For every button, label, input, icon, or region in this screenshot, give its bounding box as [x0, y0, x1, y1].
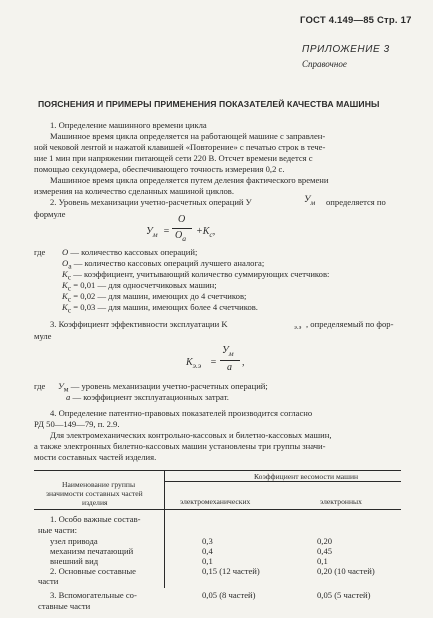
table-row-label: 2. Основные составные	[50, 566, 136, 576]
text-line: определяется по	[326, 197, 386, 207]
table-cell: 0,05 (8 частей)	[202, 590, 256, 600]
definition: $O_a$ — количество кассовых операций лучшего аналога;	[62, 258, 265, 271]
table-row-label: 3. Вспомогательные со-	[50, 590, 137, 600]
table-row-label: ные части:	[38, 525, 78, 535]
text-line: ние 1 мин при напряжении питающей сети 220 В. Отсчет времени ведется с	[34, 153, 313, 163]
table-row-label: 1. Особо важные состав-	[50, 514, 141, 524]
text-line: РД 50—149—79, п. 2.9.	[34, 419, 120, 429]
formula-num: $У_м$	[222, 345, 234, 358]
table-top-rule	[34, 470, 401, 471]
text-line: мости составных частей изделия.	[34, 452, 157, 462]
formula-eq: =	[163, 226, 170, 237]
text-line: , определяемый по фор-	[306, 319, 394, 329]
formula-lhs: $У_м$	[146, 226, 158, 239]
formula-den: $O_a$	[175, 230, 187, 243]
formula-den: a	[227, 362, 232, 373]
text-line: 4. Определение патентно-правовых показателей производится согласно	[50, 408, 313, 418]
text-line: 1. Определение машинного времени цикла	[50, 120, 207, 130]
table-row-label: части	[38, 576, 59, 586]
table-header-group: Коэффициент весомости машин	[254, 472, 359, 481]
table-cell: 0,45	[317, 546, 333, 556]
definition: $K_c$ — коэффициент, учитывающий количество суммирующих счетчиков:	[62, 269, 330, 282]
fraction-bar	[172, 228, 192, 229]
page-header: ГОСТ 4.149—85 Стр. 17	[300, 15, 412, 26]
text-line: формуле	[34, 209, 66, 219]
table-subhead-rule	[165, 481, 401, 482]
table-cell: 0,4	[202, 546, 213, 556]
table-header-left: Наименование группы	[62, 480, 136, 489]
definition: $У_м$ — уровень механизации учетно-расчетных операций;	[58, 381, 268, 394]
text-line: помощью секундомера, обеспечивающего точность измерения 0,2 с.	[34, 164, 285, 174]
symbol: $У_м$	[304, 195, 316, 207]
table-cell: 0,1	[317, 556, 328, 566]
definition: $K_c = 0,02$ — для машин, имеющих до 4 счетчиков;	[62, 291, 247, 304]
table-cell: 0,15 (12 частей)	[202, 566, 260, 576]
table-header-left: изделия	[82, 498, 108, 507]
table-cell: 0,1	[202, 556, 213, 566]
table-head-rule	[34, 509, 401, 510]
definition: O — количество кассовых операций;	[62, 247, 198, 257]
definition: $K_c = 0,01$ — для односчетчиковых машин;	[62, 280, 217, 293]
table-cell: 0,05 (5 частей)	[317, 590, 371, 600]
table-cell: 0,3	[202, 536, 213, 546]
table-row-label: узел привода	[50, 536, 98, 546]
text-line: Машинное время цикла определяется на работающей машине с заправлен-	[50, 131, 326, 141]
formula-end: ,	[242, 357, 245, 368]
text-line: 2. Уровень механизации учетно-расчетных операций У	[50, 197, 252, 207]
appendix-subtitle: Справочное	[302, 59, 347, 69]
symbol-sub: э.э	[294, 324, 302, 331]
formula-eq: =	[210, 357, 217, 368]
definition: a — коэффициент эксплуатационных затрат.	[66, 392, 229, 402]
table-row-label: механизм печатающий	[50, 546, 134, 556]
fraction-bar	[220, 360, 240, 361]
definition: $K_c = 0,03$ — для машин, имеющих более 4 счетчиков.	[62, 302, 258, 315]
text-line: 3. Коэффициент эффективности эксплуатации K	[50, 319, 228, 329]
text-line: а также электронных билетно-кассовых машин установлены три группы значи-	[34, 441, 326, 451]
def-lead: где	[34, 247, 46, 257]
formula-num: O	[178, 214, 186, 225]
section-title: ПОЯСНЕНИЯ И ПРИМЕРЫ ПРИМЕНЕНИЯ ПОКАЗАТЕЛЕЙ КАЧЕСТВА МАШИНЫ	[38, 99, 380, 109]
text-line: Машинное время цикла определяется путем деления фактического времени	[50, 175, 329, 185]
table-cell: 0,20 (10 частей)	[317, 566, 375, 576]
formula-lhs: $K_{э.э}$	[186, 357, 202, 370]
text-line: Для электромеханических контрольно-кассовых и билетно-кассовых машин,	[50, 430, 332, 440]
text-line: ной чековой лентой и нажатой клавишей «Повторение» с печатью строк в тече-	[34, 142, 326, 152]
formula-plus: $+K_c$,	[196, 226, 216, 239]
def-lead: где	[34, 381, 46, 391]
table-row-label: внешний вид	[50, 556, 99, 566]
table-header-col2: электронных	[320, 497, 362, 506]
table-header-left: значимости составных частей	[46, 489, 143, 498]
appendix-title: ПРИЛОЖЕНИЕ 3	[302, 44, 390, 55]
text-line: муле	[34, 331, 52, 341]
table-row-label: ставные части	[38, 601, 91, 611]
table-divider	[164, 470, 165, 588]
table-header-col1: электромеханических	[180, 497, 251, 506]
text-line: измерения на количество сделанных машиной циклов.	[34, 186, 235, 196]
table-cell: 0,20	[317, 536, 333, 546]
